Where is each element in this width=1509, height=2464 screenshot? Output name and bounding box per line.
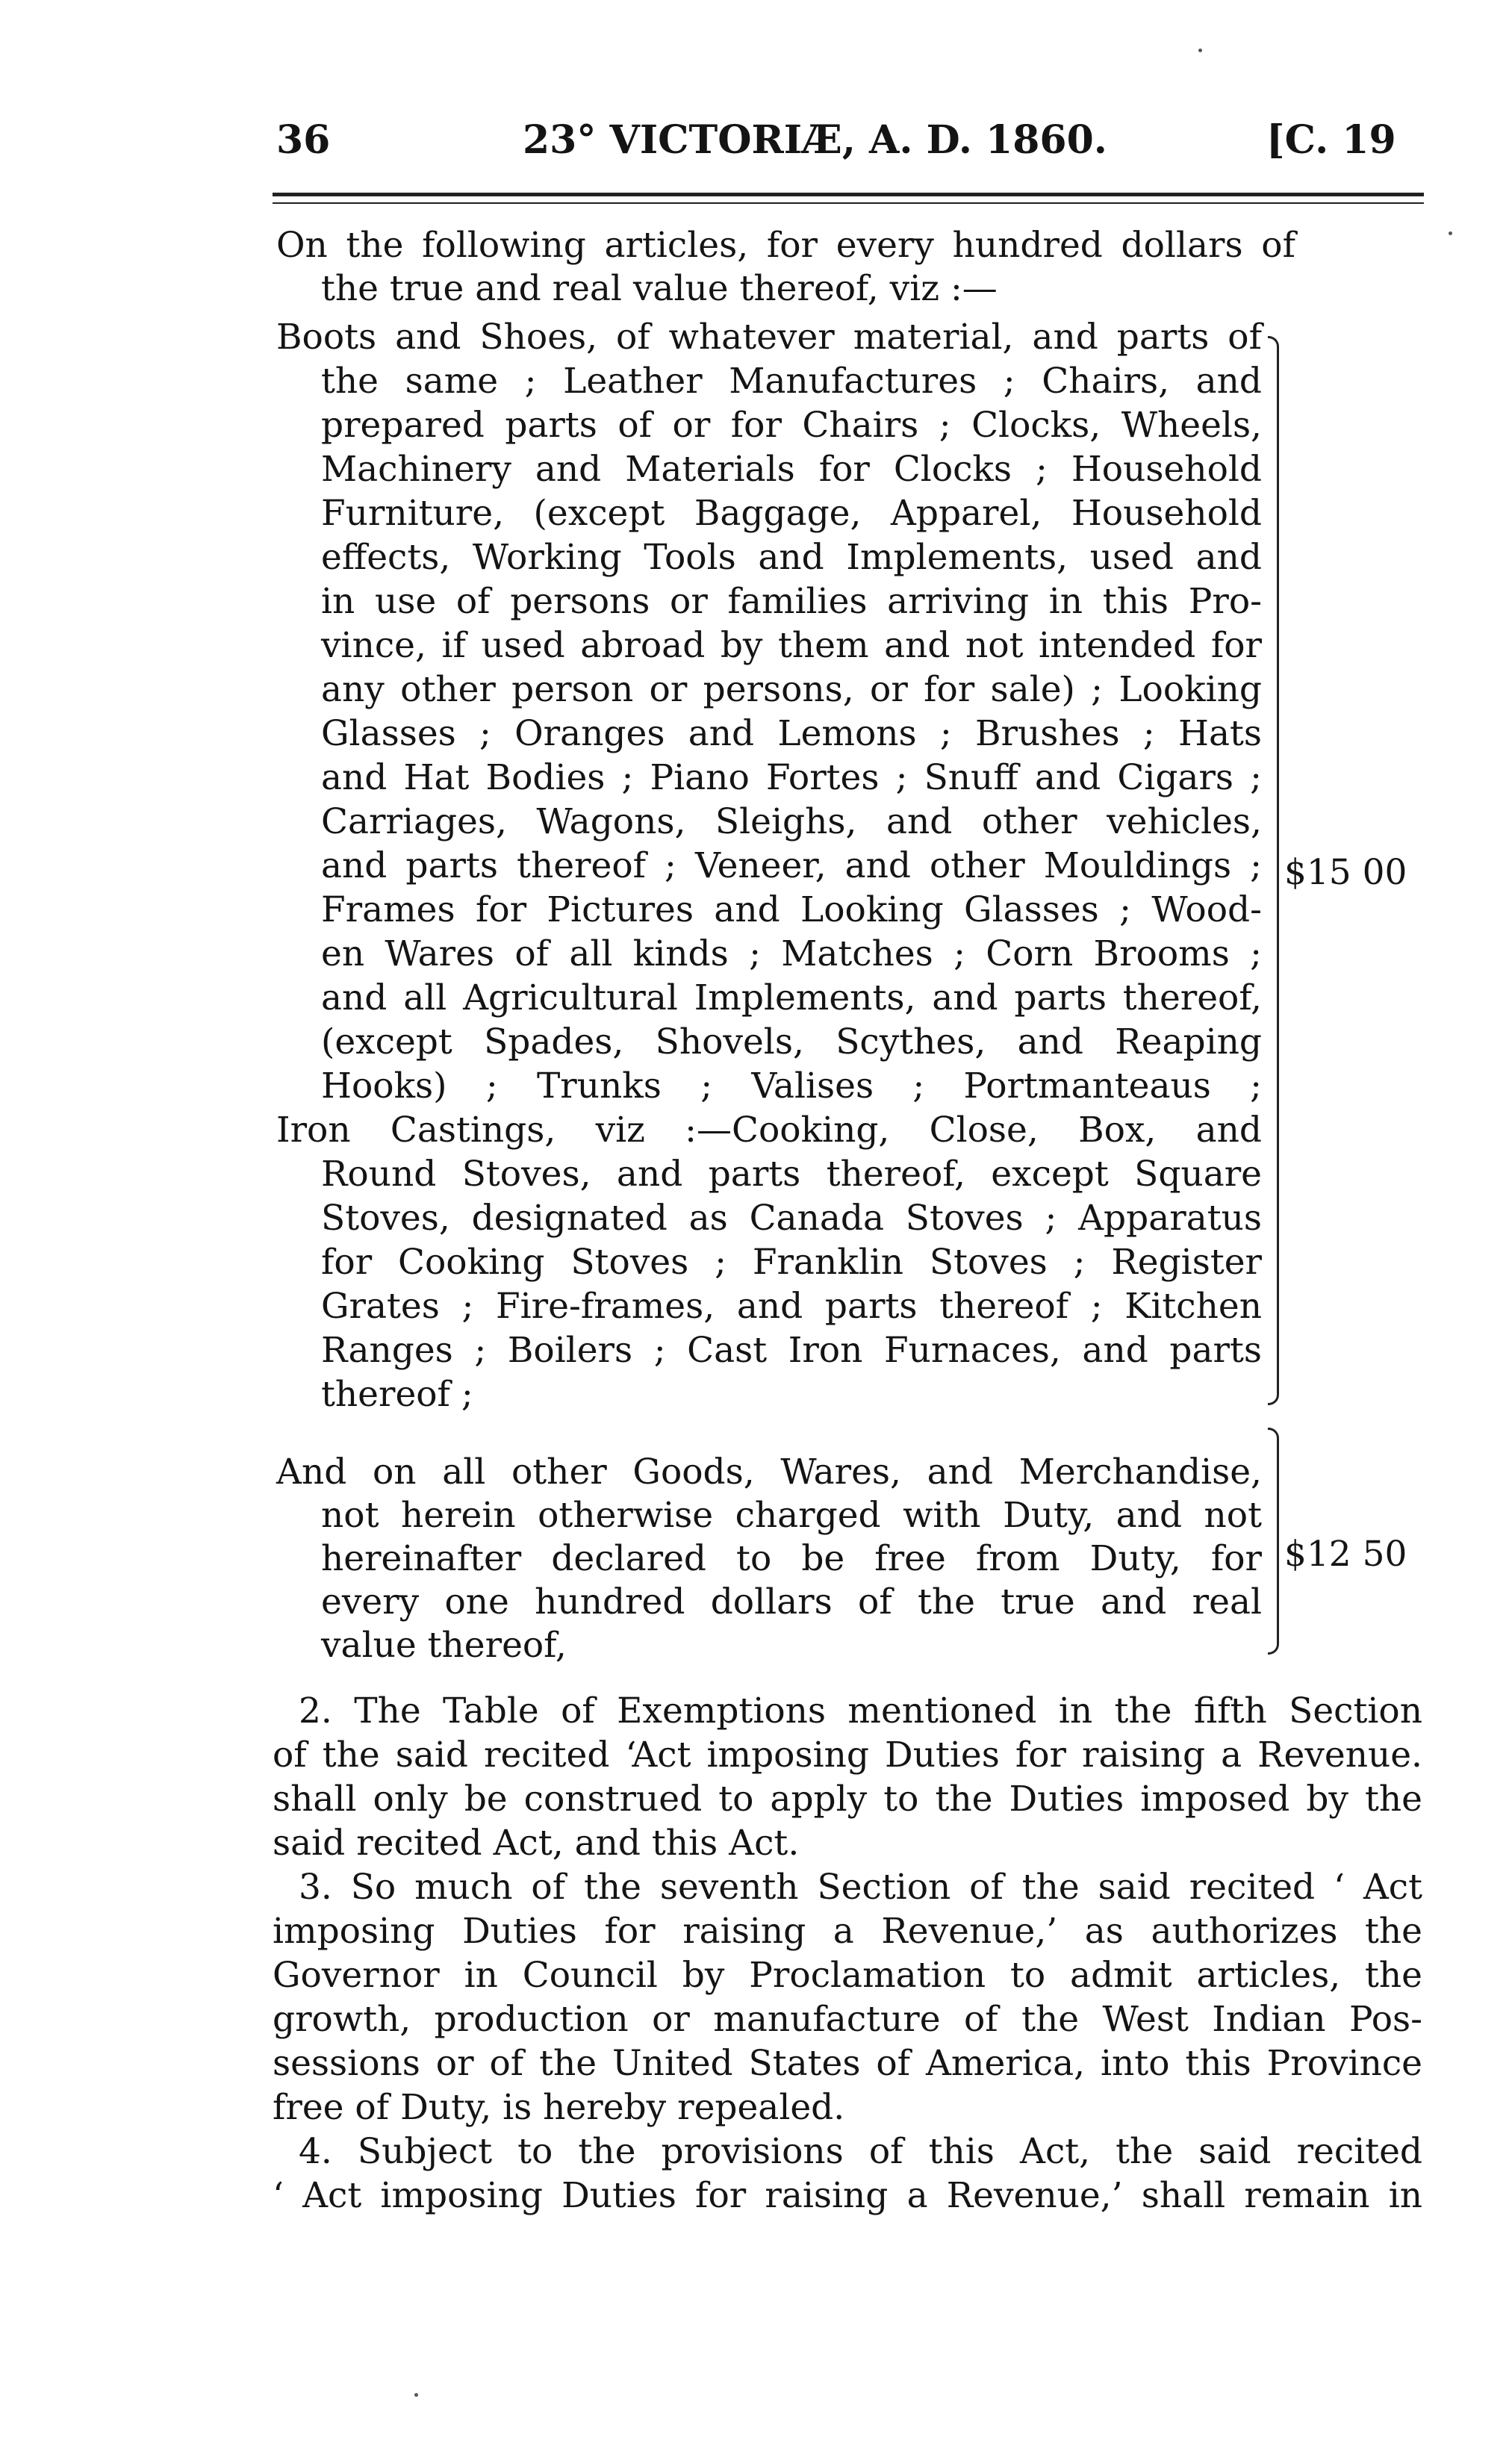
text-line: and all Agricultural Implements, and parts thereof, [321, 977, 1262, 1018]
text-line: and Hat Bodies ; Piano Fortes ; Snuff and Cigars ; [321, 757, 1262, 798]
text-line: free of Duty, is hereby repealed. [273, 2087, 845, 2128]
text-line: said recited Act, and this Act. [273, 1823, 800, 1864]
text-line: prepared parts of or for Chairs ; Clocks, Wheels, [321, 405, 1262, 446]
brace-group-2 [1268, 1428, 1279, 1655]
text-line: Machinery and Materials for Clocks ; Household [321, 449, 1262, 490]
text-line: Glasses ; Oranges and Lemons ; Brushes ; Hats [321, 713, 1262, 754]
margin-mark [1449, 231, 1452, 235]
text-line: hereinafter declared to be free from Duty, for [321, 1538, 1262, 1579]
text-line: ‘ Act imposing Duties for raising a Revenue,’ shall remain in [273, 2175, 1422, 2216]
text-line: the same ; Leather Manufactures ; Chairs, and [321, 361, 1262, 402]
page-title: 23° VICTORIÆ, A. D. 1860. [523, 117, 1107, 163]
text-line: the true and real value thereof, viz :— [321, 268, 998, 309]
page-number: 36 [276, 117, 331, 163]
margin-mark [1198, 49, 1202, 52]
text-line: and parts thereof ; Veneer, and other Mouldings ; [321, 845, 1262, 886]
text-line: 3. So much of the seventh Section of the said recited ‘ Act [299, 1867, 1422, 1908]
amount-group-1: $15 00 [1284, 852, 1407, 893]
text-line: vince, if used abroad by them and not intended for [321, 625, 1262, 666]
text-line: Boots and Shoes, of whatever material, and parts of [276, 317, 1262, 358]
header-rule-thin [273, 202, 1424, 204]
amount-group-2: $12 50 [1284, 1534, 1407, 1575]
chapter-reference: [C. 19 [1266, 117, 1396, 163]
text-line: shall only be construed to apply to the Duties imposed by the [273, 1779, 1422, 1820]
text-line: en Wares of all kinds ; Matches ; Corn Brooms ; [321, 933, 1262, 974]
text-line: imposing Duties for raising a Revenue,’ as authorizes the [273, 1911, 1422, 1952]
text-line: Furniture, (except Baggage, Apparel, Household [321, 493, 1262, 534]
text-line: Iron Castings, viz :—Cooking, Close, Box, and [276, 1110, 1262, 1151]
text-line: Ranges ; Boilers ; Cast Iron Furnaces, and parts [321, 1330, 1262, 1371]
text-line: not herein otherwise charged with Duty, and not [321, 1495, 1262, 1536]
text-line: Frames for Pictures and Looking Glasses ; Wood- [321, 889, 1262, 930]
text-line: Stoves, designated as Canada Stoves ; Apparatus [321, 1198, 1262, 1239]
text-line: thereof ; [321, 1374, 473, 1415]
text-line: effects, Working Tools and Implements, used and [321, 537, 1262, 578]
text-line: Governor in Council by Proclamation to admit articles, the [273, 1955, 1422, 1996]
text-line: growth, production or manufacture of the West Indian Pos- [273, 1999, 1422, 2040]
text-line: 2. The Table of Exemptions mentioned in the fifth Section [299, 1690, 1422, 1732]
text-line: Carriages, Wagons, Sleighs, and other vehicles, [321, 801, 1262, 842]
text-line: And on all other Goods, Wares, and Merchandise, [276, 1452, 1262, 1493]
text-line: in use of persons or families arriving in this Pro- [321, 581, 1262, 622]
text-line: every one hundred dollars of the true and real [321, 1581, 1262, 1623]
text-line: any other person or persons, or for sale) ; Looking [321, 669, 1262, 710]
brace-group-1 [1268, 336, 1279, 1405]
margin-mark [414, 2393, 418, 2397]
text-line: (except Spades, Shovels, Scythes, and Reaping [321, 1021, 1262, 1063]
text-line: Round Stoves, and parts thereof, except Square [321, 1154, 1262, 1195]
text-line: On the following articles, for every hundred dollars of [276, 225, 1295, 266]
header-rule-thick [273, 193, 1424, 196]
text-line: 4. Subject to the provisions of this Act, the said recited [299, 2131, 1422, 2172]
text-line: value thereof, [321, 1625, 567, 1666]
text-line: of the said recited ‘Act imposing Duties for raising a Revenue. [273, 1735, 1422, 1776]
text-line: for Cooking Stoves ; Franklin Stoves ; Register [321, 1242, 1262, 1283]
text-line: sessions or of the United States of America, into this Province [273, 2043, 1422, 2084]
text-line: Hooks) ; Trunks ; Valises ; Portmanteaus ; [321, 1065, 1262, 1107]
text-line: Grates ; Fire-frames, and parts thereof ; Kitchen [321, 1286, 1262, 1327]
